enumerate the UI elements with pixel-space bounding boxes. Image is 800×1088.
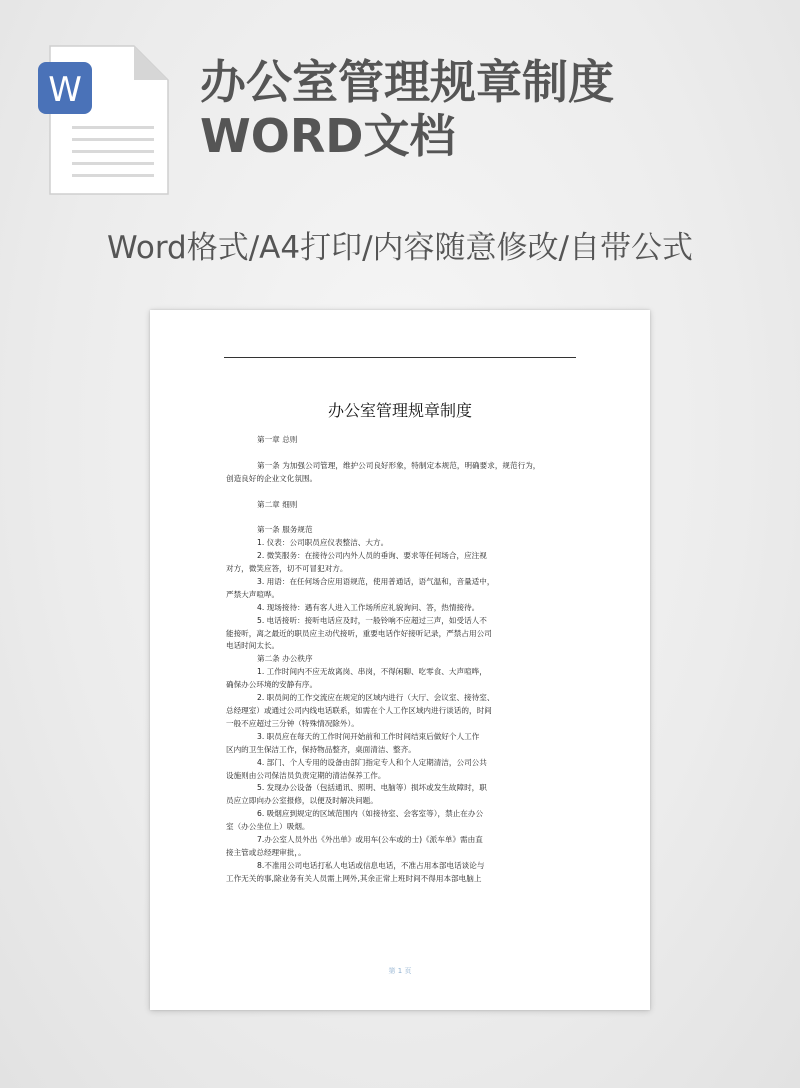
page-number: 第 1 页 — [388, 967, 412, 975]
document-line: 3. 用语：在任何场合应用语规范，使用普通话，语气温和，音量适中， — [257, 576, 495, 586]
document-line: 4. 现场接待：遇有客人进入工作场所应礼貌询问、答，热情接待。 — [257, 602, 480, 612]
document-line: 室（办公坐位上）吸烟。 — [226, 822, 310, 832]
document-line: 第一章 总则 — [257, 435, 298, 444]
document-line: 6. 吸烟应到规定的区域范围内（如接待室、会客室等），禁止在办公 — [257, 809, 484, 819]
page-title — [200, 55, 780, 163]
document-line: 第二章 细则 — [257, 499, 298, 509]
document-line: 总经理室）或通过公司内线电话联系，如需在个人工作区域内进行谈话的，时间 — [226, 705, 492, 715]
document-line: 1. 工作时间内不应无故离岗、串岗，不得闲聊、吃零食、大声喧哗， — [257, 667, 487, 677]
document-line: 第二条 办公秩序 — [257, 654, 313, 664]
document-line: 8.不准用公司电话打私人电话或信息电话，不准占用本部电话谈论与 — [257, 860, 485, 870]
title-line-1: 办公室管理规章制度 — [200, 55, 614, 109]
document-line: 设施则由公司保洁员负责定期的清洁保养工作。 — [226, 770, 386, 780]
header-rule — [224, 357, 576, 358]
header — [0, 0, 800, 300]
document-line: 电话时间太长。 — [226, 641, 280, 651]
document-body — [226, 434, 582, 886]
document-line: 员应立即向办公室报修，以便及时解决问题。 — [226, 796, 378, 806]
document-line: 第一条 服务规范 — [257, 525, 313, 535]
document-line: 确保办公环境的安静有序。 — [226, 680, 318, 690]
document-line: 工作无关的事,除业务有关人员需上网外,其余正常上班时间不得用本部电脑上 — [226, 873, 482, 883]
document-line: 一般不应超过三分钟（特殊情况除外）。 — [226, 718, 359, 728]
word-file-icon — [38, 44, 170, 196]
document-line: 3. 职员应在每天的工作时间开始前和工作时间结束后做好个人工作 — [257, 731, 480, 741]
document-line: 创造良好的企业文化氛围。 — [226, 473, 318, 483]
document-line: 接主管或总经理审批，。 — [226, 847, 306, 857]
document-line: 能接听，离之最近的职员应主动代接听，重要电话作好接听记录，严禁占用公司 — [226, 628, 492, 638]
document-title: 办公室管理规章制度 — [327, 401, 472, 420]
word-letter: W — [48, 70, 82, 110]
title-line-2: WORD文档 — [200, 109, 456, 163]
subtitle: Word格式/A4打印/内容随意修改/自带公式 — [107, 230, 693, 266]
document-line: 第一条 为加强公司管理，维护公司良好形象，特制定本规范，明确要求，规范行为， — [257, 460, 541, 470]
document-page — [150, 310, 650, 1010]
document-line: 区内的卫生保洁工作，保持物品整齐，桌面清洁、整齐。 — [226, 744, 416, 754]
document-line: 2. 职员间的工作交流应在规定的区域内进行（大厅、会议室、接待室、 — [257, 693, 495, 703]
document-line: 对方，微笑应答，切不可冒犯对方。 — [226, 564, 348, 574]
document-line: 7.办公室人员外出《外出单》或用车(公车或的士)《派车单》需由直 — [257, 835, 483, 845]
document-line — [226, 511, 582, 524]
document-line: 5. 电话接听：接听电话应及时，一般铃响不应超过三声，如受话人不 — [257, 615, 487, 625]
document-line: 严禁大声喧哗。 — [226, 589, 280, 599]
document-line — [226, 486, 582, 499]
document-line: 1. 仪表：公司职员应仪表整洁、大方。 — [257, 538, 389, 548]
document-line: 4. 部门、个人专用的设备由部门指定专人和个人定期清洁，公司公共 — [257, 757, 487, 767]
document-line: 2. 微笑服务：在接待公司内外人员的垂询、要求等任何场合，应注视 — [257, 551, 487, 561]
document-line — [226, 447, 582, 460]
document-line: 5. 发现办公设备（包括通讯、照明、电脑等）损坏或发生故障时，职 — [257, 783, 487, 793]
